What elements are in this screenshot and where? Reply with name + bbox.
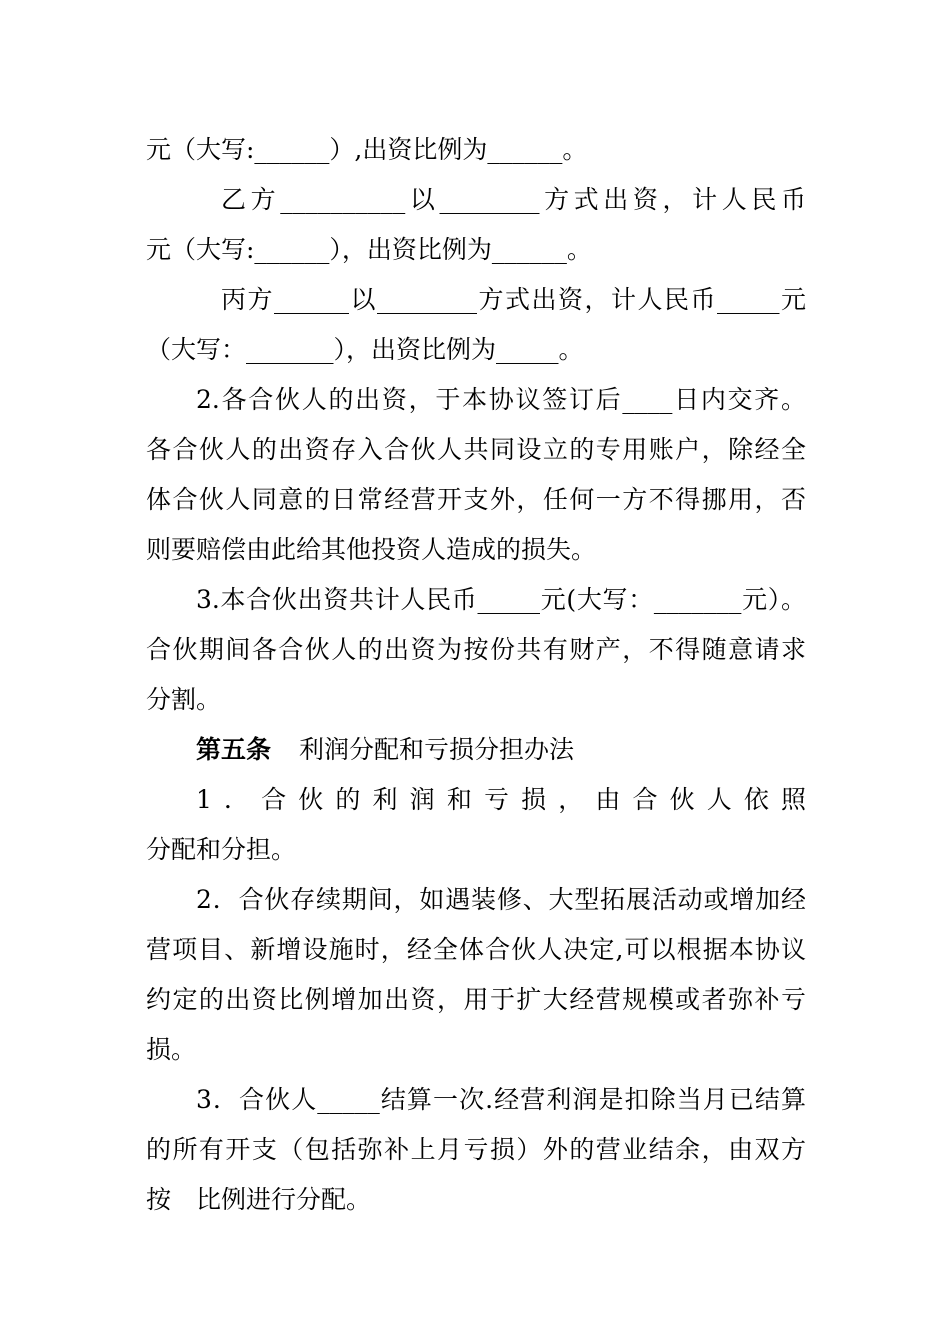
text-line: 乙方__________以________方式出资，计人民币	[221, 185, 806, 214]
text-line: 1．合伙的利润和亏损，由合伙人依照	[196, 785, 806, 814]
text-line: 丙方______以________方式出资，计人民币_____元	[221, 285, 806, 314]
text-line: 元（大写:______），出资比例为______。	[146, 235, 592, 264]
text-line: 2.各合伙人的出资，于本协议签订后____日内交齐。	[196, 385, 806, 414]
text-line: 2．合伙存续期间，如遇装修、大型拓展活动或增加经	[196, 885, 806, 914]
text-line: 3.本合伙出资共计人民币_____元(大写：_______元）。	[196, 585, 806, 614]
text-line: 体合伙人同意的日常经营开支外，任何一方不得挪用，否	[146, 485, 806, 514]
text-line: 分割。	[146, 685, 222, 714]
text-line: 合伙期间各合伙人的出资为按份共有财产，不得随意请求	[146, 635, 806, 664]
article-number: 第五条	[196, 735, 272, 764]
text-line: 各合伙人的出资存入合伙人共同设立的专用账户，除经全	[146, 435, 806, 464]
text-line: 营项目、新增设施时，经全体合伙人决定,可以根据本协议	[146, 935, 806, 964]
text-line: 约定的出资比例增加出资，用于扩大经营规模或者弥补亏	[146, 985, 806, 1014]
text-line: 损。	[146, 1035, 197, 1064]
text-line: 元（大写:______）,出资比例为______。	[146, 135, 588, 164]
section-heading	[196, 730, 806, 770]
text-line: 按 比例进行分配。	[146, 1185, 372, 1214]
text-line: （大写：_______），出资比例为_____。	[146, 335, 584, 364]
text-line: 的所有开支（包括弥补上月亏损）外的营业结余，由双方	[146, 1135, 806, 1164]
text-line: 3．合伙人_____结算一次.经营利润是扣除当月已结算	[196, 1085, 806, 1114]
text-line: 则要赔偿由此给其他投资人造成的损失。	[146, 535, 597, 564]
article-title: 利润分配和亏损分担办法	[299, 735, 575, 764]
text-line: 分配和分担。	[146, 835, 297, 864]
